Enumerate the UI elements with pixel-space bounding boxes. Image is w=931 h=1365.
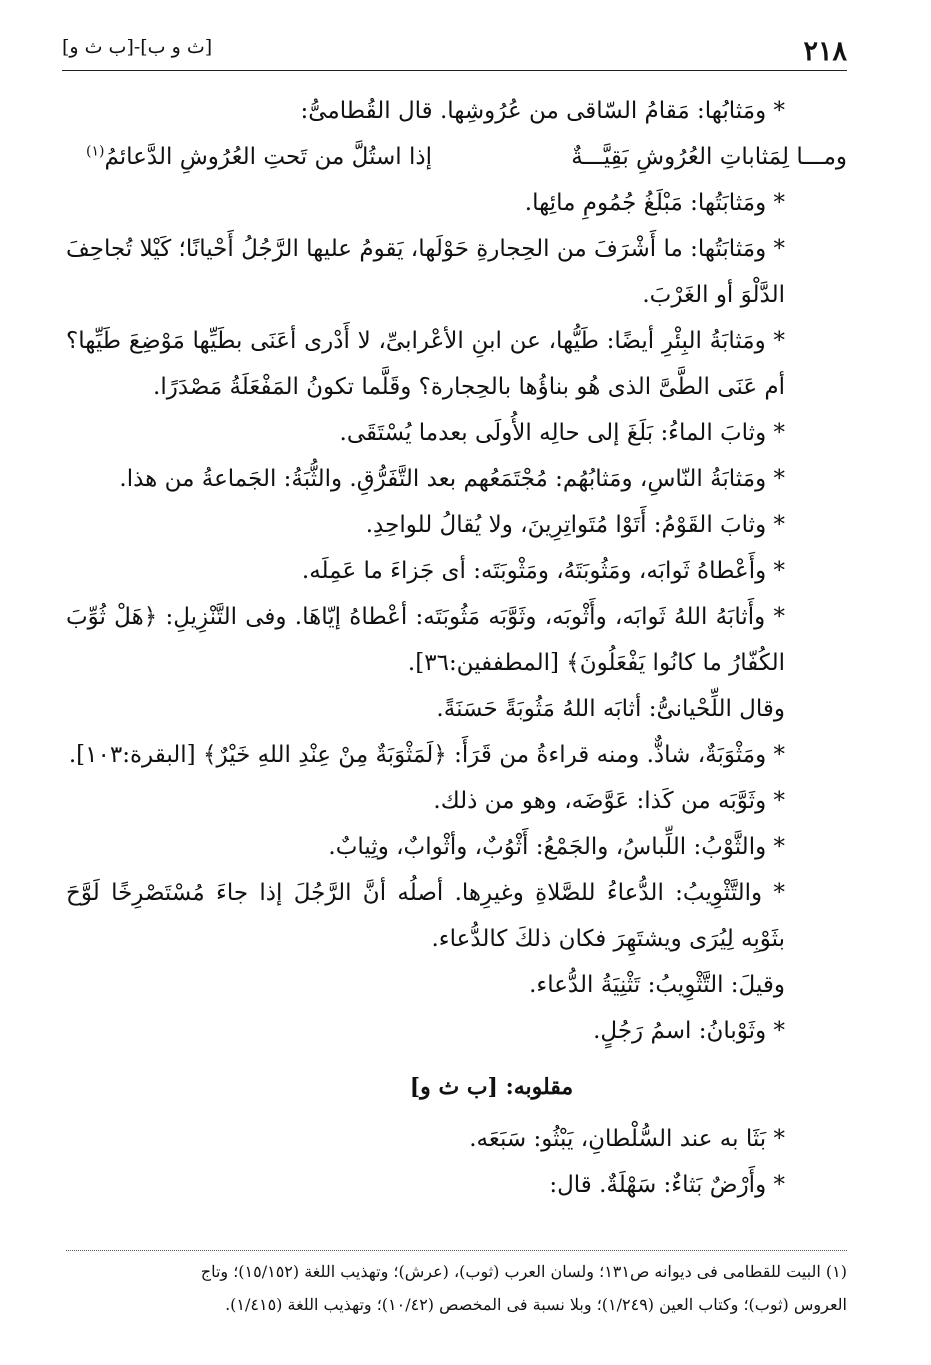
entry-paragraph: * وثابَ القَوْمُ: أَتَوْا مُتَواتِرِينَ، ولا يُقالُ للواحِدِ.	[365, 512, 785, 538]
entry-paragraph: * وأَرْضٌ بَثاءٌ: سَهْلَةٌ. قال:	[549, 1172, 785, 1198]
entry-paragraph: * ومَثابُها: مَقامُ السّاقى من عُرُوشِها. قال القُطامىُّ:	[300, 98, 785, 124]
entry-paragraph: * وثَوْبانُ: اسمُ رَجُلٍ.	[593, 1018, 785, 1044]
entry-paragraph: * ومَثابَةُ البِئْرِ أيضًا: طَيُّها، عن ابنِ الأعْرابىِّ، لا أَدْرى أعَنَى بطَيِّها مَوْضِعَ طَيِّها؟ أم عَنَى الطَّىَّ الذى هُو بناؤُها بالحِجارة؟ وقَلَّما تكونُ المَفْعَلَةُ مَصْدَرًا.	[66, 328, 785, 400]
footnote-line: (١) البيت للقطامى فى ديوانه ص١٣١؛ ولسان العرب (ثوب)، (عرش)؛ وتهذيب اللغة (١٥/١٥٢)؛ وتاج	[200, 1262, 847, 1281]
entry-paragraph: * ومَثابَةُ النّاسِ، ومَثابُهُم: مُجْتَمَعُهم بعد التَّفَرُّقِ. والثُّبَةُ: الجَماعةُ من هذا.	[119, 466, 785, 492]
entry-paragraph: * وأَثابَهُ اللهُ ثَوابَه، وأَثْوبَه، وثَوَّبَه مَثُوبَتَه: أعْطاهُ إيّاهَا. وفى التَّنْزِيلِ: ﴿هَلْ ثُوِّبَ الكُفّارُ ما كانُوا يَفْعَلُونَ﴾ [المطففين:٣٦].	[66, 604, 785, 676]
entry-paragraph: * ومَثابَتُها: مَبْلَغُ جُمُومِ مائِها.	[524, 190, 785, 216]
main-text	[66, 88, 847, 1208]
running-head: [ث و ب]-[ب ث و]	[62, 36, 213, 58]
verse-second-half-text: إذا استُلَّ من تَحتِ العُرُوشِ الدَّعائمُ	[104, 144, 433, 170]
entry-paragraph: وقيلَ: التَّثْوِيبُ: تَثْنِيَةُ الدُّعاء.	[529, 972, 785, 998]
entry-paragraph: * وأَعْطاهُ ثَوابَه، ومَثُوبَتَهُ، ومَثْوبَتَه: أى جَزاءَ ما عَمِلَه.	[301, 558, 785, 584]
entry-paragraph: وقال اللِّحْيانىُّ: أثابَه اللهُ مَثُوبَةً حَسَنَةً.	[436, 696, 785, 722]
entry-paragraph: * ومَثْوَبَةٌ، شاذٌّ. ومنه قراءةُ من قَرَأَ: ﴿لَمَثْوَبَةٌ مِنْ عِنْدِ اللهِ خَيْرٌ﴾ [البقرة:١٠٣].	[68, 742, 785, 768]
verse-line	[66, 134, 847, 180]
footnotes	[66, 1250, 847, 1321]
entry-paragraph: * بَثَا به عند السُّلْطانِ، يَبْثُو: سَبَعَه.	[469, 1126, 785, 1152]
entries-list-2	[66, 1116, 847, 1208]
entry-paragraph: * ومَثابَتُها: ما أَشْرَفَ من الحِجارةِ حَوْلَها، يَقومُ عليها الرَّجُلُ أَحْيانًا؛ كَيْلا تُجاحِفَ الدَّلْوَ أو الغَرْبَ.	[66, 236, 785, 308]
entry-paragraph: * وثابَ الماءُ: بَلَغَ إلى حالِه الأُولَى بعدما يُسْتَقَى.	[339, 420, 785, 446]
verse-first-half: ومـــا لِمَثاباتِ العُرُوشِ بَقِيَّـــةٌ	[571, 144, 847, 170]
entry-paragraph: * والثَّوْبُ: اللِّباسُ، والجَمْعُ: أَثْوُبٌ، وأثْوابٌ، وثِيابٌ.	[328, 834, 785, 860]
page-header	[62, 30, 847, 71]
entries-list	[66, 88, 847, 1054]
entry-paragraph: * والتَّثْوِيبُ: الدُّعاءُ للصَّلاةِ وغيرِها. أصلُه أنَّ الرَّجُلَ إذا جاءَ مُسْتَصْرِخًا لَوَّحَ بثَوْبِه لِيُرَى ويشتَهِرَ فكان ذلكَ كالدُّعاء.	[66, 880, 785, 952]
page-number: ٢١٨	[803, 36, 847, 67]
section-title: مقلوبه: [ب ث و]	[409, 1074, 574, 1100]
verse-second-half	[86, 134, 432, 180]
footnote-line: العروس (ثوب)؛ وكتاب العين (١/٢٤٩)؛ وبلا نسبة فى المخصص (١٠/٤٢)؛ وتهذيب اللغة (١/٤١٥).	[225, 1295, 847, 1314]
footnote-marker: (١)	[86, 143, 105, 160]
entry-paragraph: * وثَوَّبَه من كَذا: عَوَّضَه، وهو من ذلك.	[433, 788, 785, 814]
